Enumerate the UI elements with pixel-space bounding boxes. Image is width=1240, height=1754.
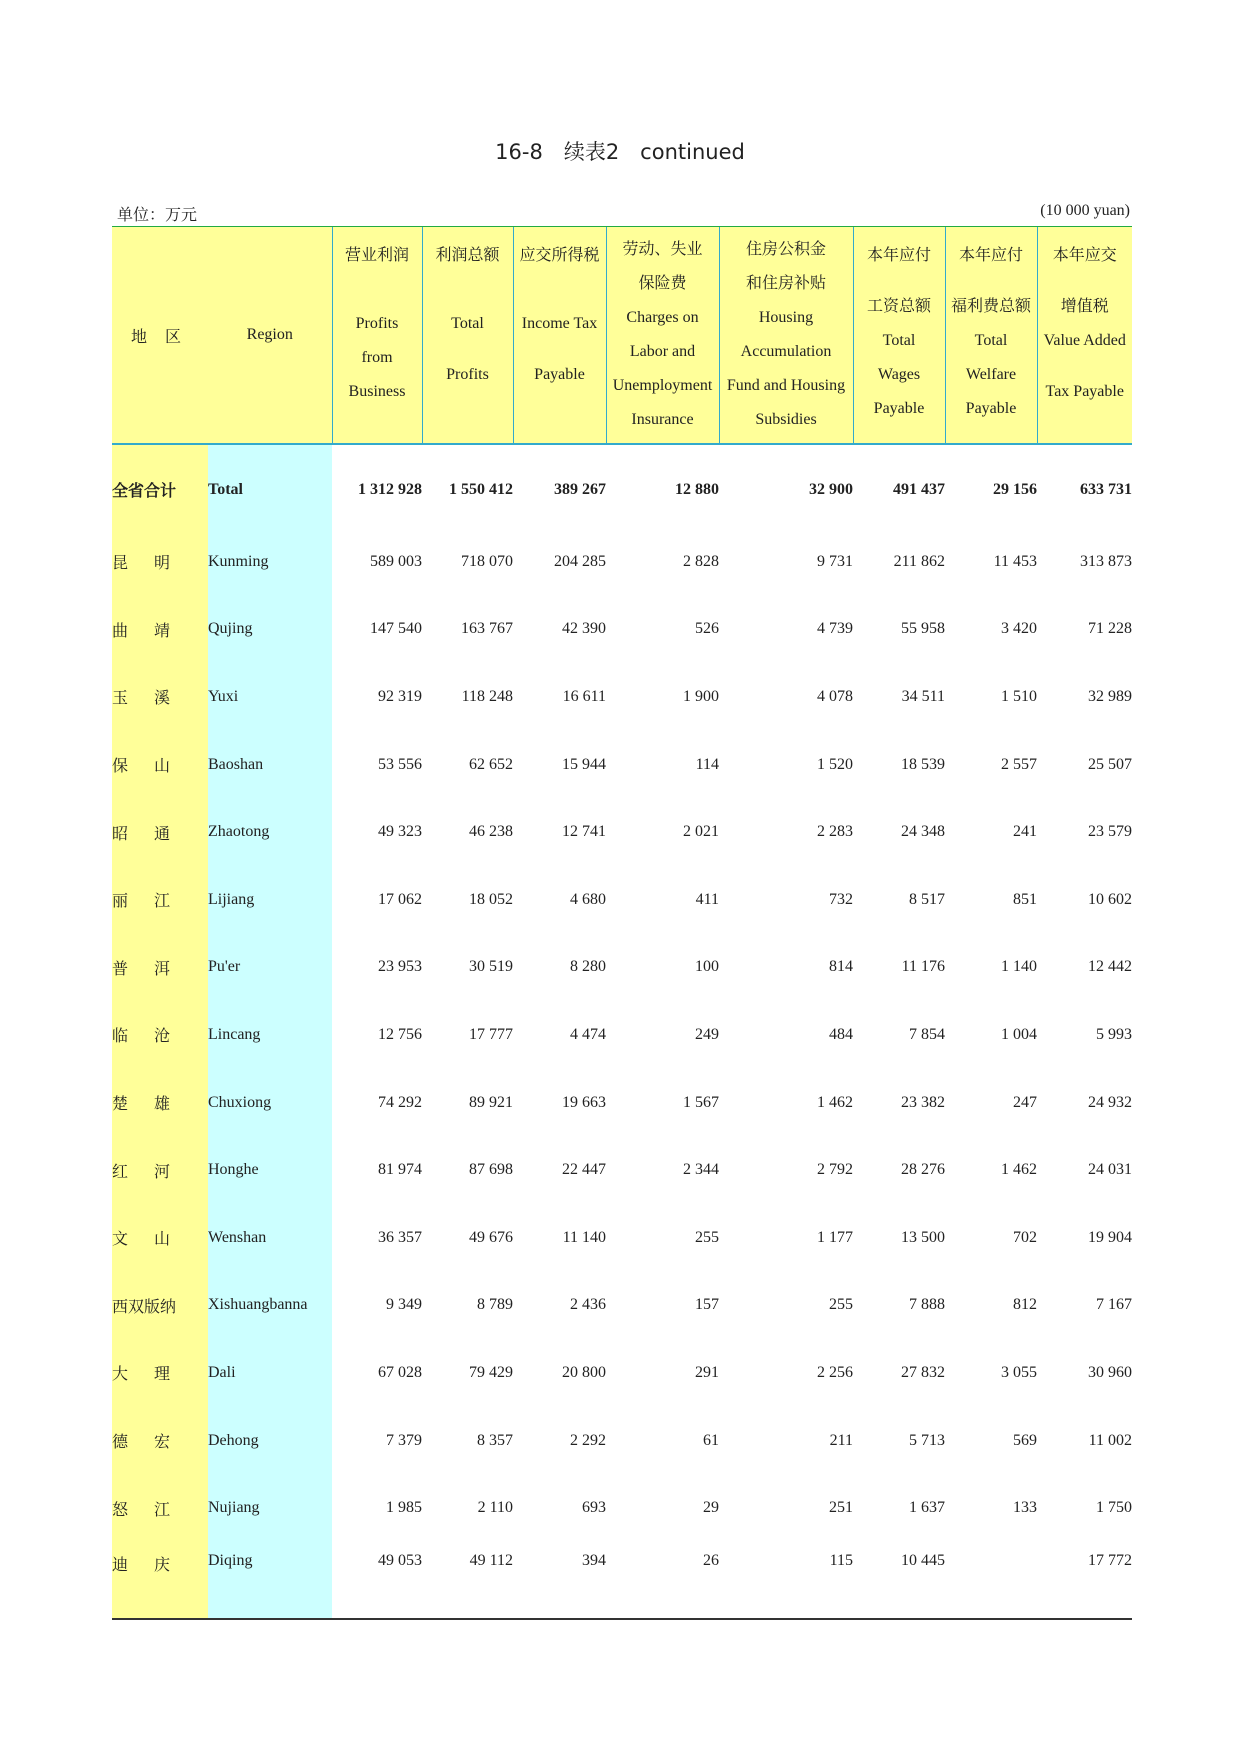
value-cell: 32 989 <box>1088 687 1132 705</box>
region-name-zh: 曲 靖 <box>112 596 208 664</box>
value-cell: 30 960 <box>1088 1363 1132 1381</box>
value-cell: 26 <box>606 1542 719 1619</box>
value-cell: 633 731 <box>1080 480 1132 498</box>
value-cell: 491 437 <box>893 480 945 498</box>
table-row <box>112 1542 1132 1619</box>
header-total-profits: 利润总额 Total Profits <box>422 227 513 445</box>
region-name-en: Pu'er <box>208 934 332 1002</box>
value-cell: 4 474 <box>570 1025 606 1043</box>
value-cell: 23 953 <box>378 958 422 976</box>
region-name-en: Lincang <box>208 1001 332 1069</box>
value-cell: 8 280 <box>570 958 606 976</box>
value-cell: 1 637 <box>909 1499 945 1517</box>
value-cell: 291 <box>695 1363 719 1381</box>
table-row <box>112 934 1132 1002</box>
value-cell: 9 349 <box>386 1296 422 1314</box>
value-cell: 36 357 <box>378 1228 422 1246</box>
region-name-zh: 玉 溪 <box>112 663 208 731</box>
value-cell: 13 500 <box>901 1228 945 1246</box>
value-cell: 62 652 <box>469 755 513 773</box>
region-name-en: Baoshan <box>208 731 332 799</box>
value-cell: 2 792 <box>817 1161 853 1179</box>
value-cell: 569 <box>1013 1431 1037 1449</box>
value-cell: 32 900 <box>809 480 853 498</box>
value-cell: 313 873 <box>1080 552 1132 570</box>
header-region-en: Region <box>208 227 332 445</box>
value-cell: 5 713 <box>909 1431 945 1449</box>
value-cell: 24 031 <box>1088 1161 1132 1179</box>
statistics-table <box>112 226 1132 1620</box>
value-cell: 3 420 <box>1001 620 1037 638</box>
table-row <box>112 663 1132 731</box>
value-cell: 53 556 <box>378 755 422 773</box>
region-name-en: Nujiang <box>208 1474 332 1542</box>
value-cell: 11 002 <box>1088 1431 1132 1449</box>
value-cell: 1 462 <box>1001 1161 1037 1179</box>
value-cell: 4 739 <box>817 620 853 638</box>
value-cell: 114 <box>695 755 719 773</box>
value-cell: 11 140 <box>562 1228 606 1246</box>
value-cell: 163 767 <box>461 620 513 638</box>
value-cell: 10 445 <box>853 1542 945 1619</box>
value-cell: 241 <box>1013 823 1037 841</box>
region-name-zh: 全省合计 <box>112 444 208 528</box>
value-cell: 11 453 <box>993 552 1037 570</box>
value-cell: 8 789 <box>477 1296 513 1314</box>
value-cell: 28 276 <box>901 1161 945 1179</box>
value-cell: 2 436 <box>570 1296 606 1314</box>
value-cell: 17 062 <box>378 890 422 908</box>
value-cell: 19 904 <box>1088 1228 1132 1246</box>
region-name-en: Kunming <box>208 528 332 596</box>
value-cell: 12 442 <box>1088 958 1132 976</box>
value-cell: 9 731 <box>817 552 853 570</box>
value-cell: 7 167 <box>1096 1296 1132 1314</box>
table-row <box>112 731 1132 799</box>
value-cell: 24 348 <box>901 823 945 841</box>
region-name-en: Qujing <box>208 596 332 664</box>
value-cell: 49 323 <box>378 823 422 841</box>
value-cell: 693 <box>582 1499 606 1517</box>
value-cell: 411 <box>695 890 719 908</box>
region-name-zh: 保 山 <box>112 731 208 799</box>
value-cell: 204 285 <box>554 552 606 570</box>
value-cell: 29 <box>703 1499 719 1517</box>
value-cell: 2 344 <box>683 1161 719 1179</box>
value-cell: 8 357 <box>477 1431 513 1449</box>
value-cell: 89 921 <box>469 1093 513 1111</box>
region-name-en: Dehong <box>208 1407 332 1475</box>
value-cell: 49 112 <box>422 1542 513 1619</box>
region-name-en: Yuxi <box>208 663 332 731</box>
value-cell: 1 900 <box>683 687 719 705</box>
value-cell: 49 053 <box>332 1542 422 1619</box>
value-cell: 10 602 <box>1088 890 1132 908</box>
page-title: 16-8 续表2 continued <box>495 140 745 164</box>
value-cell: 18 539 <box>901 755 945 773</box>
value-cell: 42 390 <box>562 620 606 638</box>
value-cell: 5 993 <box>1096 1025 1132 1043</box>
value-cell: 115 <box>719 1542 853 1619</box>
table-row <box>112 1339 1132 1407</box>
value-cell: 718 070 <box>461 552 513 570</box>
unit-label-zh: 单位：万元 <box>117 207 198 224</box>
value-cell: 2 283 <box>817 823 853 841</box>
region-name-zh: 大 理 <box>112 1339 208 1407</box>
region-name-en: Lijiang <box>208 866 332 934</box>
value-cell: 814 <box>829 958 853 976</box>
value-cell: 25 507 <box>1088 755 1132 773</box>
value-cell: 702 <box>1013 1228 1037 1246</box>
value-cell: 24 932 <box>1088 1093 1132 1111</box>
region-name-zh: 红 河 <box>112 1136 208 1204</box>
value-cell: 79 429 <box>469 1363 513 1381</box>
value-cell: 389 267 <box>554 480 606 498</box>
unit-label-en: (10 000 yuan) <box>1040 202 1130 219</box>
value-cell: 1 985 <box>386 1499 422 1517</box>
region-name-zh: 怒 江 <box>112 1474 208 1542</box>
value-cell: 118 248 <box>461 687 513 705</box>
value-cell: 49 676 <box>469 1228 513 1246</box>
table-row <box>112 528 1132 596</box>
header-labor-unemployment-insurance: 劳动、失业 保险费 Charges on Labor and Unemployment Insurance <box>606 227 719 445</box>
value-cell: 255 <box>829 1296 853 1314</box>
region-name-zh: 昆 明 <box>112 528 208 596</box>
value-cell: 7 379 <box>386 1431 422 1449</box>
header-total-welfare-payable: 本年应付 福利费总额 Total Welfare Payable <box>945 227 1037 445</box>
value-cell: 27 832 <box>901 1363 945 1381</box>
value-cell: 812 <box>1013 1296 1037 1314</box>
value-cell: 7 854 <box>909 1025 945 1043</box>
region-name-en: Total <box>208 444 332 528</box>
value-cell: 81 974 <box>378 1161 422 1179</box>
table-row <box>112 1474 1132 1542</box>
value-cell: 589 003 <box>370 552 422 570</box>
table-row <box>112 798 1132 866</box>
region-name-zh: 普 洱 <box>112 934 208 1002</box>
table-row <box>112 1204 1132 1272</box>
value-cell: 67 028 <box>378 1363 422 1381</box>
header-value-added-tax-payable: 本年应交 增值税 Value Added Tax Payable <box>1037 227 1132 445</box>
value-cell: 100 <box>695 958 719 976</box>
value-cell: 20 800 <box>562 1363 606 1381</box>
value-cell: 851 <box>1013 890 1037 908</box>
region-name-en: Honghe <box>208 1136 332 1204</box>
table-row <box>112 596 1132 664</box>
table-row <box>112 1069 1132 1137</box>
value-cell: 2 292 <box>570 1431 606 1449</box>
value-cell: 4 078 <box>817 687 853 705</box>
value-cell: 30 519 <box>469 958 513 976</box>
value-cell: 12 756 <box>378 1025 422 1043</box>
value-cell: 46 238 <box>469 823 513 841</box>
region-name-zh: 迪 庆 <box>112 1542 208 1619</box>
value-cell: 19 663 <box>562 1093 606 1111</box>
value-cell: 8 517 <box>909 890 945 908</box>
value-cell: 17 777 <box>469 1025 513 1043</box>
value-cell: 15 944 <box>562 755 606 773</box>
value-cell: 394 <box>513 1542 606 1619</box>
region-name-zh: 昭 通 <box>112 798 208 866</box>
header-region-zh: 地区 <box>112 227 208 445</box>
value-cell: 526 <box>695 620 719 638</box>
value-cell: 7 888 <box>909 1296 945 1314</box>
value-cell: 1 567 <box>683 1093 719 1111</box>
value-cell: 12 880 <box>675 480 719 498</box>
value-cell: 2 110 <box>477 1499 513 1517</box>
table-header-row <box>112 227 1132 445</box>
value-cell: 247 <box>1013 1093 1037 1111</box>
value-cell: 255 <box>695 1228 719 1246</box>
value-cell <box>945 1542 1037 1619</box>
value-cell: 23 579 <box>1088 823 1132 841</box>
value-cell: 87 698 <box>469 1161 513 1179</box>
value-cell: 133 <box>1013 1499 1037 1517</box>
value-cell: 1 312 928 <box>358 480 422 498</box>
region-name-zh: 德 宏 <box>112 1407 208 1475</box>
region-name-en: Zhaotong <box>208 798 332 866</box>
region-name-zh: 丽 江 <box>112 866 208 934</box>
value-cell: 2 256 <box>817 1363 853 1381</box>
value-cell: 147 540 <box>370 620 422 638</box>
table-row <box>112 1136 1132 1204</box>
table-row <box>112 866 1132 934</box>
table-row <box>112 1001 1132 1069</box>
value-cell: 1 177 <box>817 1228 853 1246</box>
value-cell: 61 <box>703 1431 719 1449</box>
value-cell: 3 055 <box>1001 1363 1037 1381</box>
value-cell: 12 741 <box>562 823 606 841</box>
value-cell: 55 958 <box>901 620 945 638</box>
table-row <box>112 1407 1132 1475</box>
value-cell: 251 <box>829 1499 853 1517</box>
value-cell: 157 <box>695 1296 719 1314</box>
value-cell: 1 004 <box>1001 1025 1037 1043</box>
value-cell: 2 021 <box>683 823 719 841</box>
value-cell: 4 680 <box>570 890 606 908</box>
table-row-total <box>112 444 1132 528</box>
value-cell: 34 511 <box>901 687 945 705</box>
value-cell: 23 382 <box>901 1093 945 1111</box>
value-cell: 211 862 <box>893 552 945 570</box>
value-cell: 1 140 <box>1001 958 1037 976</box>
region-name-zh: 楚 雄 <box>112 1069 208 1137</box>
value-cell: 92 319 <box>378 687 422 705</box>
table-row <box>112 1272 1132 1340</box>
value-cell: 1 520 <box>817 755 853 773</box>
value-cell: 249 <box>695 1025 719 1043</box>
value-cell: 2 828 <box>683 552 719 570</box>
value-cell: 71 228 <box>1088 620 1132 638</box>
value-cell: 74 292 <box>378 1093 422 1111</box>
value-cell: 22 447 <box>562 1161 606 1179</box>
value-cell: 17 772 <box>1037 1542 1132 1619</box>
value-cell: 18 052 <box>469 890 513 908</box>
value-cell: 1 550 412 <box>449 480 513 498</box>
value-cell: 16 611 <box>562 687 606 705</box>
header-income-tax-payable: 应交所得税 Income Tax Payable <box>513 227 606 445</box>
value-cell: 1 462 <box>817 1093 853 1111</box>
region-name-en: Xishuangbanna <box>208 1272 332 1340</box>
value-cell: 1 750 <box>1096 1499 1132 1517</box>
value-cell: 732 <box>829 890 853 908</box>
header-total-wages-payable: 本年应付 工资总额 Total Wages Payable <box>853 227 945 445</box>
header-housing-fund-subsidies: 住房公积金 和住房补贴 Housing Accumulation Fund and Housing Subsidies <box>719 227 853 445</box>
header-profits-from-business: 营业利润 Profits from Business <box>332 227 422 445</box>
region-name-en: Wenshan <box>208 1204 332 1272</box>
region-name-en: Diqing <box>208 1542 332 1619</box>
value-cell: 11 176 <box>901 958 945 976</box>
region-name-en: Chuxiong <box>208 1069 332 1137</box>
value-cell: 1 510 <box>1001 687 1037 705</box>
value-cell: 2 557 <box>1001 755 1037 773</box>
value-cell: 211 <box>829 1431 853 1449</box>
value-cell: 29 156 <box>993 480 1037 498</box>
region-name-en: Dali <box>208 1339 332 1407</box>
region-name-zh: 临 沧 <box>112 1001 208 1069</box>
region-name-zh: 文 山 <box>112 1204 208 1272</box>
value-cell: 484 <box>829 1025 853 1043</box>
region-name-zh: 西双版纳 <box>112 1272 208 1340</box>
